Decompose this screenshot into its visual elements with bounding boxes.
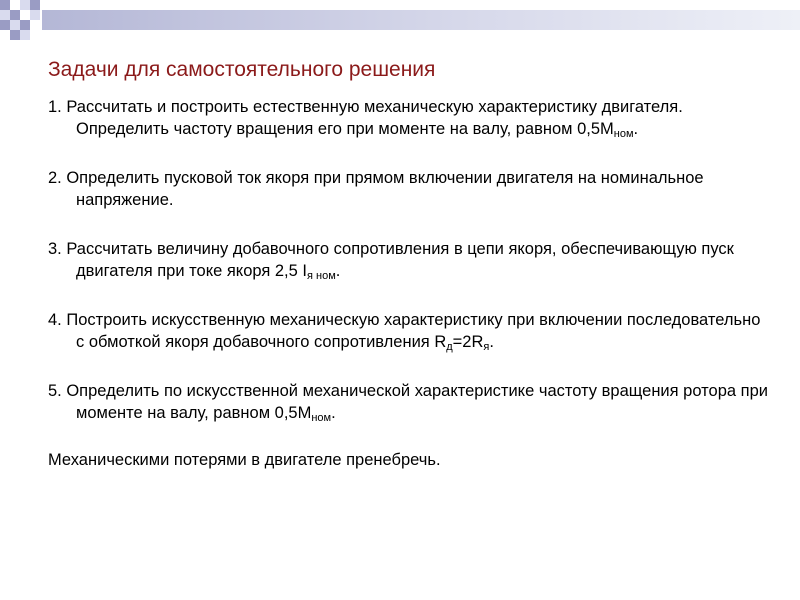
task-text: 1. Рассчитать и построить естественную механическую характеристику двигателя. Определить частоту вращения его при моменте на валу, равном 0,5М bbox=[48, 98, 683, 138]
task-tail: . bbox=[633, 120, 639, 138]
task-tail: . bbox=[331, 404, 336, 422]
header-square bbox=[30, 20, 40, 30]
task-list bbox=[48, 96, 768, 498]
header-square bbox=[10, 10, 20, 20]
task-item-2 bbox=[48, 167, 768, 211]
subscript: д bbox=[446, 341, 453, 353]
header-square bbox=[0, 0, 10, 10]
header-decoration bbox=[0, 0, 800, 40]
note-text: Механическими потерями в двигателе пренебречь. bbox=[48, 451, 441, 469]
task-text: 4. Построить искусственную механическую характеристику при включении последовательно с обмоткой якоря добавочного сопротивления R bbox=[48, 311, 761, 351]
header-square bbox=[0, 20, 10, 30]
task-text: 3. Рассчитать величину добавочного сопротивления в цепи якоря, обеспечивающую пуск двигателя при токе якоря 2,5 I bbox=[48, 240, 734, 280]
task-item-5 bbox=[48, 380, 768, 424]
header-square bbox=[30, 10, 40, 20]
header-square bbox=[10, 30, 20, 40]
task-tail: . bbox=[489, 333, 494, 351]
slide-title: Задачи для самостоятельного решения bbox=[48, 58, 436, 81]
header-square bbox=[20, 20, 30, 30]
task-item-4 bbox=[48, 309, 768, 353]
header-square bbox=[0, 10, 10, 20]
header-square bbox=[10, 20, 20, 30]
header-square bbox=[20, 10, 30, 20]
task-text: 2. Определить пусковой ток якоря при прямом включении двигателя на номинальное напряжение. bbox=[48, 169, 704, 209]
header-square bbox=[0, 30, 10, 40]
header-square bbox=[10, 0, 20, 10]
task-text: 5. Определить по искусственной механической характеристике частоту вращения ротора при моменте на валу, равном 0,5М bbox=[48, 382, 768, 422]
task-text: =2R bbox=[452, 333, 484, 351]
task-item-1 bbox=[48, 96, 768, 140]
subscript: ном bbox=[311, 412, 332, 424]
subscript: я bbox=[483, 341, 490, 353]
header-gradient-bar bbox=[42, 10, 800, 30]
subscript: ном bbox=[613, 128, 634, 140]
subscript: я ном bbox=[306, 270, 336, 282]
task-item-3 bbox=[48, 238, 768, 282]
header-square bbox=[20, 30, 30, 40]
task-tail: . bbox=[335, 262, 341, 280]
header-square bbox=[30, 0, 40, 10]
header-square bbox=[20, 0, 30, 10]
